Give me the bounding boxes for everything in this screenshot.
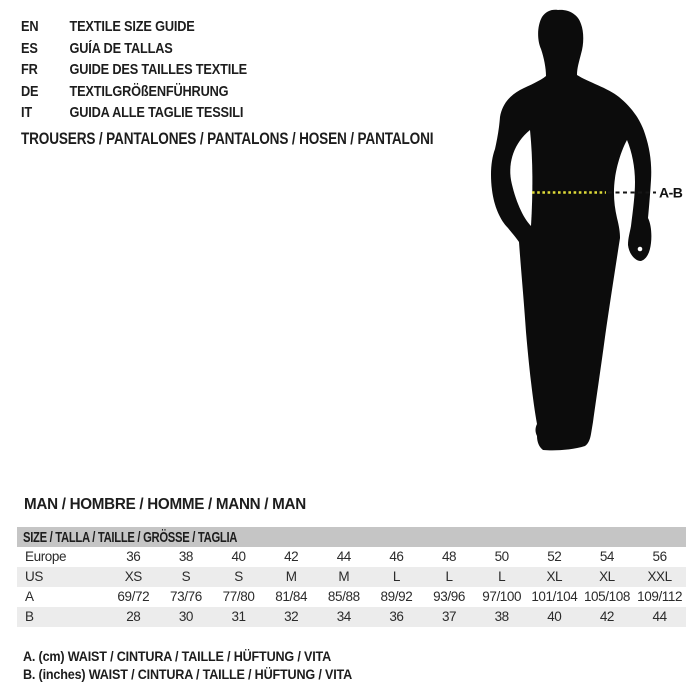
size-cell: 85/88 xyxy=(327,589,360,604)
size-cell: M xyxy=(265,567,318,587)
size-cell: 101/104 xyxy=(531,589,578,604)
footnotes xyxy=(23,647,352,683)
lang-code: FR xyxy=(21,61,38,79)
size-cell: M xyxy=(318,567,371,587)
lang-label: GUÍA DE TALLAS xyxy=(69,39,173,57)
lang-row-it xyxy=(21,102,247,124)
size-cell: 69/72 xyxy=(117,589,150,604)
size-cell: L xyxy=(370,567,423,587)
size-cell: 36 xyxy=(370,607,423,627)
size-cell: 44 xyxy=(633,607,686,627)
footnote-b: B. (inches) WAIST / CINTURA / TAILLE / HÜFTUNG / VITA xyxy=(23,666,353,682)
size-cell: XS xyxy=(107,567,160,587)
size-cell: 30 xyxy=(160,607,213,627)
size-cell: 105/108 xyxy=(583,589,630,604)
size-cell: S xyxy=(160,567,213,587)
size-cell: 34 xyxy=(318,607,371,627)
size-cell: 77/80 xyxy=(222,589,255,604)
size-cell: XL xyxy=(528,567,581,587)
size-cell: 40 xyxy=(528,607,581,627)
lang-label: TEXTILE SIZE GUIDE xyxy=(69,18,195,36)
size-cell: 52 xyxy=(547,549,562,564)
size-table xyxy=(17,527,686,627)
size-cell: 81/84 xyxy=(275,589,308,604)
size-cell: 97/100 xyxy=(482,589,522,604)
size-cell: 109/112 xyxy=(637,589,683,604)
size-cell: 42 xyxy=(581,607,634,627)
size-cell: 56 xyxy=(652,549,667,564)
size-cell: 48 xyxy=(441,549,457,564)
lang-row-es xyxy=(21,38,247,60)
size-cell: 32 xyxy=(265,607,318,627)
size-table-header-text: SIZE / TALLA / TAILLE / GRÖSSE / TAGLIA xyxy=(23,528,238,546)
measure-label: A-B xyxy=(659,184,683,201)
lang-code: DE xyxy=(21,82,39,100)
man-silhouette xyxy=(491,10,651,451)
table-row-us xyxy=(17,567,686,587)
lang-row-de xyxy=(21,81,247,103)
size-cell: L xyxy=(423,567,476,587)
hand-notch xyxy=(638,247,643,252)
row-label: Europe xyxy=(25,549,67,564)
size-cell: 50 xyxy=(494,549,509,564)
size-cell: 37 xyxy=(423,607,476,627)
lang-label: GUIDE DES TAILLES TEXTILE xyxy=(69,61,248,79)
row-label: B xyxy=(17,607,107,627)
size-cell: XL xyxy=(581,567,634,587)
size-cell: 31 xyxy=(212,607,265,627)
size-cell: 93/96 xyxy=(433,589,465,604)
size-cell: 73/76 xyxy=(170,589,202,604)
size-cell: 42 xyxy=(284,549,299,564)
category-title: TROUSERS / PANTALONES / PANTALONS / HOSEN / PANTALONI xyxy=(21,129,434,148)
size-cell: 40 xyxy=(231,549,246,564)
size-table-header xyxy=(17,527,686,547)
section-title-man: MAN / HOMBRE / HOMME / MANN / MAN xyxy=(24,496,306,513)
table-row-europe xyxy=(17,547,686,567)
lang-code: ES xyxy=(21,39,38,57)
size-cell: 38 xyxy=(475,607,528,627)
row-label: US xyxy=(17,567,107,587)
size-cell: 46 xyxy=(389,549,404,564)
footnote-a: A. (cm) WAIST / CINTURA / TAILLE / HÜFTUNG / VITA xyxy=(23,648,332,664)
table-row-b-inches xyxy=(17,607,686,627)
size-cell: L xyxy=(475,567,528,587)
lang-code: IT xyxy=(21,104,32,122)
size-cell: XXL xyxy=(633,567,686,587)
lang-code: EN xyxy=(21,18,39,36)
man-silhouette-figure xyxy=(480,2,700,472)
lang-label: GUIDA ALLE TAGLIE TESSILI xyxy=(69,104,244,122)
table-row-a-cm xyxy=(17,587,686,607)
size-cell: 28 xyxy=(107,607,160,627)
size-cell: 89/92 xyxy=(380,589,413,604)
size-cell: 38 xyxy=(178,549,194,564)
row-label: A xyxy=(25,589,34,604)
size-cell: 54 xyxy=(599,549,615,564)
language-guide xyxy=(21,16,287,124)
size-cell: S xyxy=(212,567,265,587)
lang-row-fr xyxy=(21,59,247,81)
size-cell: 36 xyxy=(126,549,141,564)
size-table-header-row xyxy=(17,527,686,547)
lang-row-en xyxy=(21,16,247,38)
size-cell: 44 xyxy=(336,549,351,564)
lang-label: TEXTILGRÖßENFÜHRUNG xyxy=(69,82,229,100)
